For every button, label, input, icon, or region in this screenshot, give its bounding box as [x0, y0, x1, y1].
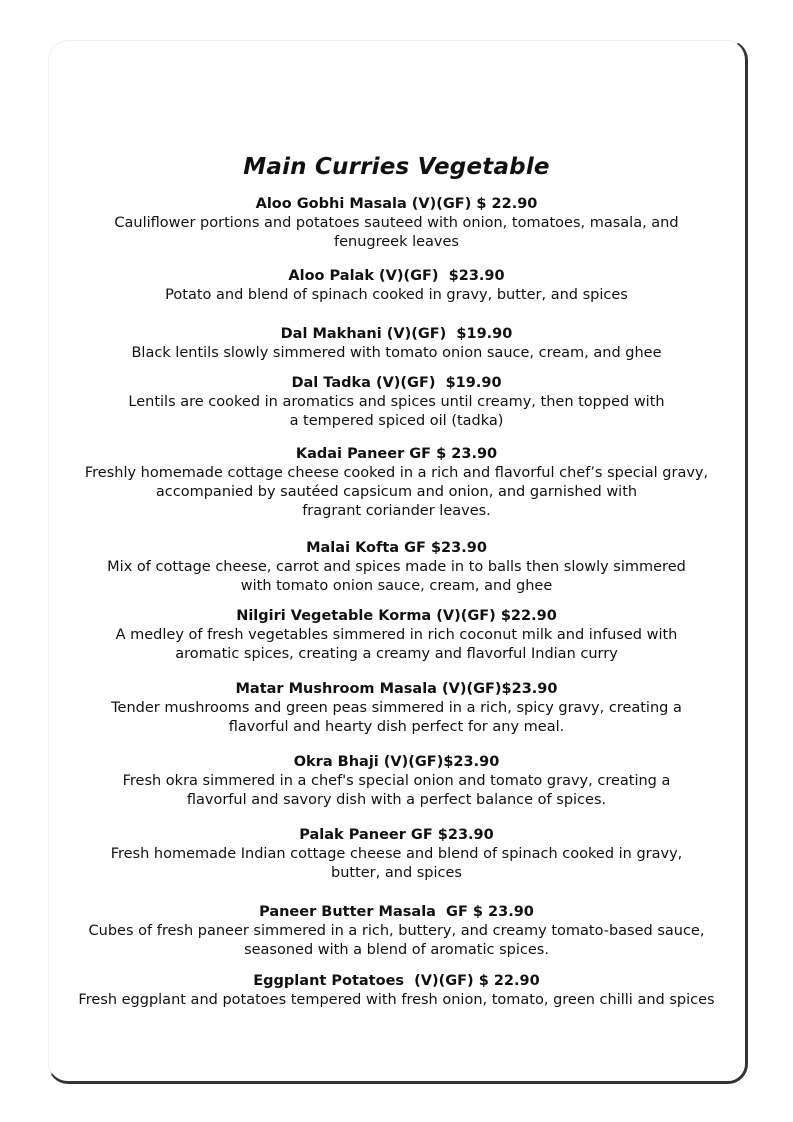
- menu-item-name: Dal Tadka (V)(GF) $19.90: [291, 375, 502, 391]
- menu-item: [40, 680, 753, 737]
- menu-item: [40, 374, 753, 431]
- menu-item-description: [40, 772, 753, 810]
- description-line: aromatic spices, creating a creamy and flavorful Indian curry: [175, 646, 618, 662]
- menu-item: [40, 267, 753, 305]
- menu-item-description: [40, 991, 753, 1010]
- menu-item: [40, 903, 753, 960]
- menu-item-description: [40, 558, 753, 596]
- description-line: accompanied by sautéed capsicum and onion, and garnished with: [155, 484, 638, 500]
- menu-item-name: Dal Makhani (V)(GF) $19.90: [280, 326, 513, 342]
- menu-item-name: Malai Kofta GF $23.90: [306, 540, 487, 556]
- description-line: Tender mushrooms and green peas simmered in a rich, spicy gravy, creating a: [111, 700, 682, 716]
- description-line: Lentils are cooked in aromatics and spices until creamy, then topped with: [128, 394, 665, 410]
- menu-item-description: [40, 922, 753, 960]
- menu-item-description: [40, 626, 753, 664]
- menu-item-description: [40, 393, 753, 431]
- description-line: Potato and blend of spinach cooked in gravy, butter, and spices: [165, 287, 628, 303]
- menu-item-name: Palak Paneer GF $23.90: [299, 827, 494, 843]
- description-line: Cauliflower portions and potatoes sauteed with onion, tomatoes, masala, and: [114, 215, 679, 231]
- menu-item-name: Aloo Palak (V)(GF) $23.90: [288, 268, 505, 284]
- menu-content: [40, 152, 753, 1010]
- description-line: Fresh okra simmered in a chef's special onion and tomato gravy, creating a: [122, 773, 671, 789]
- menu-item-description: [40, 344, 753, 363]
- menu-item-name: Aloo Gobhi Masala (V)(GF) $ 22.90: [255, 196, 538, 212]
- description-line: flavorful and savory dish with a perfect balance of spices.: [186, 792, 607, 808]
- menu-item-name: Eggplant Potatoes (V)(GF) $ 22.90: [253, 973, 540, 989]
- menu-item: [40, 445, 753, 521]
- menu-item-name: Matar Mushroom Masala (V)(GF)$23.90: [235, 681, 558, 697]
- menu-item: [40, 972, 753, 1010]
- description-line: Fresh eggplant and potatoes tempered with fresh onion, tomato, green chilli and spices: [78, 992, 715, 1008]
- menu-item-name: Paneer Butter Masala GF $ 23.90: [259, 904, 534, 920]
- menu-item-name: Okra Bhaji (V)(GF)$23.90: [293, 754, 500, 770]
- menu-item-description: [40, 286, 753, 305]
- description-line: Fresh homemade Indian cottage cheese and blend of spinach cooked in gravy,: [110, 846, 683, 862]
- menu-item-description: [40, 699, 753, 737]
- description-line: A medley of fresh vegetables simmered in rich coconut milk and infused with: [115, 627, 678, 643]
- menu-item: [40, 607, 753, 664]
- description-line: Mix of cottage cheese, carrot and spices made in to balls then slowly simmered: [107, 559, 686, 575]
- menu-item: [40, 826, 753, 883]
- description-line: fragrant coriander leaves.: [302, 503, 491, 519]
- description-line: fenugreek leaves: [334, 234, 459, 250]
- menu-item: [40, 195, 753, 252]
- description-line: flavorful and hearty dish perfect for any meal.: [228, 719, 565, 735]
- menu-item-description: [40, 845, 753, 883]
- menu-item-name: Kadai Paneer GF $ 23.90: [295, 446, 498, 462]
- menu-item: [40, 325, 753, 363]
- menu-item: [40, 753, 753, 810]
- description-line: seasoned with a blend of aromatic spices.: [244, 942, 549, 958]
- description-line: a tempered spiced oil (tadka): [289, 413, 504, 429]
- description-line: Freshly homemade cottage cheese cooked in a rich and flavorful chef’s special gravy,: [84, 465, 709, 481]
- menu-item-description: [40, 464, 753, 521]
- description-line: Black lentils slowly simmered with tomato onion sauce, cream, and ghee: [131, 345, 662, 361]
- menu-title: Main Curries Vegetable: [243, 154, 550, 180]
- menu-item: [40, 539, 753, 596]
- description-line: Cubes of fresh paneer simmered in a rich, buttery, and creamy tomato-based sauce,: [88, 923, 705, 939]
- description-line: with tomato onion sauce, cream, and ghee: [240, 578, 553, 594]
- menu-item-name: Nilgiri Vegetable Korma (V)(GF) $22.90: [236, 608, 557, 624]
- menu-item-description: [40, 214, 753, 252]
- description-line: butter, and spices: [331, 865, 462, 881]
